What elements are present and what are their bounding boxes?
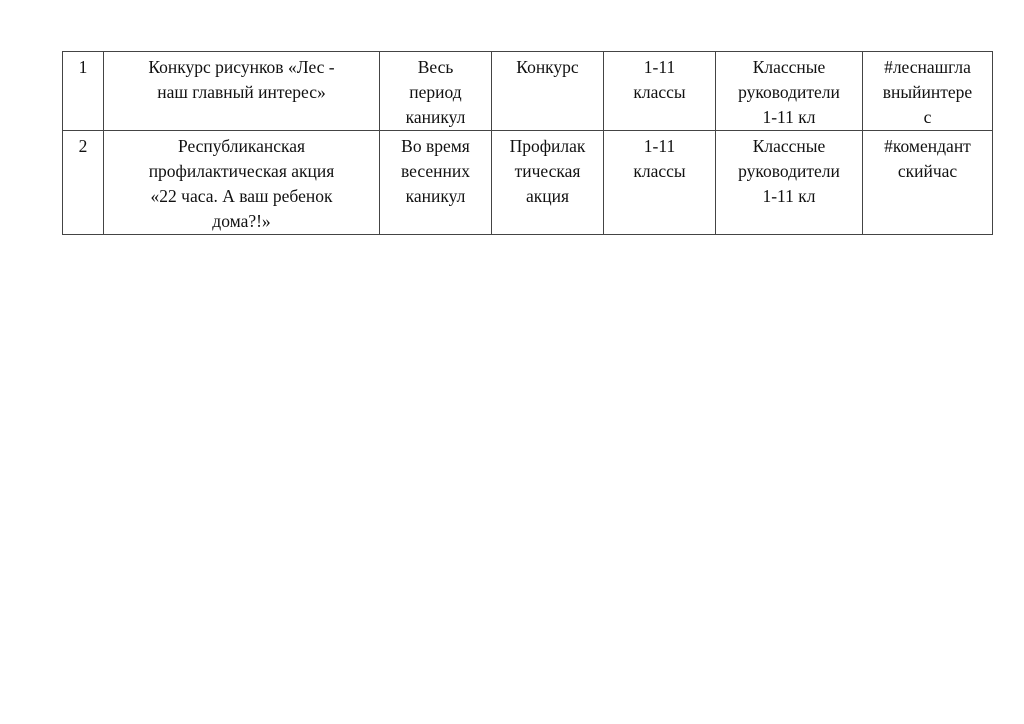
- form-cell: [492, 131, 604, 235]
- event-responsible: Классные руководители 1-11 кл: [738, 57, 840, 127]
- event-hashtag: #комендант скийчас: [884, 136, 971, 181]
- event-period: Во время весенних каникул: [401, 136, 470, 206]
- hashtag-cell: [863, 131, 993, 235]
- event-participants: 1-11 классы: [633, 136, 686, 181]
- hashtag-cell: [863, 52, 993, 131]
- responsible-cell: [716, 131, 863, 235]
- event-responsible: Классные руководители 1-11 кл: [738, 136, 840, 206]
- event-form: Профилак тическая акция: [509, 136, 586, 206]
- row-number: 1: [78, 57, 88, 77]
- participants-cell: [604, 131, 716, 235]
- event-name: Республиканская профилактическая акция «22 часа. А ваш ребенок дома?!»: [148, 136, 335, 231]
- event-cell: [104, 131, 380, 235]
- table-row: [63, 131, 993, 235]
- responsible-cell: [716, 52, 863, 131]
- period-cell: [380, 131, 492, 235]
- row-number-cell: [63, 131, 104, 235]
- table-row: [63, 52, 993, 131]
- events-table: [62, 51, 993, 235]
- row-number: 2: [78, 136, 88, 156]
- event-hashtag: #леснашгла вныйинтере с: [882, 57, 973, 127]
- form-cell: [492, 52, 604, 131]
- event-name: Конкурс рисунков «Лес - наш главный интерес»: [148, 57, 335, 102]
- event-participants: 1-11 классы: [633, 57, 686, 102]
- event-cell: [104, 52, 380, 131]
- event-period: Весь период каникул: [405, 57, 466, 127]
- row-number-cell: [63, 52, 104, 131]
- participants-cell: [604, 52, 716, 131]
- event-form: Конкурс: [516, 57, 579, 77]
- period-cell: [380, 52, 492, 131]
